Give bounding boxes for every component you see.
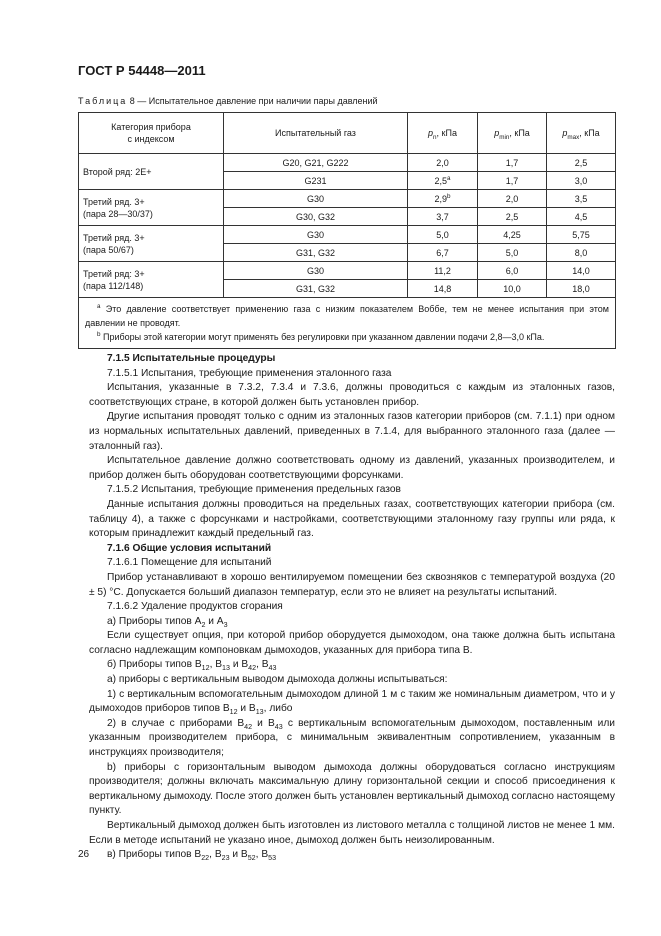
pmax-cell: 18,0 xyxy=(547,280,616,298)
pmin-cell: 1,7 xyxy=(478,172,547,190)
pmax-cell: 14,0 xyxy=(547,262,616,280)
subsection-heading: 7.1.6.2 Удаление продуктов сгорания xyxy=(107,601,283,613)
section-heading: 7.1.6 Общие условия испытаний xyxy=(107,542,272,554)
category-cell: Третий ряд. 3+ (пара 28—30/37) xyxy=(79,190,224,226)
pmin-cell: 1,7 xyxy=(478,154,547,172)
list-item-label: б) Приборы типов $В_{12}$, $В_{13}$ и $В_{42}$, $В_{43}$ xyxy=(107,659,277,673)
pn-cell: 5,0 xyxy=(408,226,478,244)
gas-cell: G30 xyxy=(224,226,408,244)
pn-cell: 2,0 xyxy=(408,154,478,172)
category-cell: Третий ряд. 3+ (пара 50/67) xyxy=(79,226,224,262)
header-category: Категория прибора с индексом xyxy=(79,113,224,154)
header-pmax: $p_{max}$, кПа xyxy=(547,113,616,154)
document-header: ГОСТ Р 54448—2011 xyxy=(78,63,206,78)
pmax-cell: 3,5 xyxy=(547,190,616,208)
paragraph: Данные испытания должны проводиться на предельных газах, соответствующих категории прибора (см. таблицу 4), а также с форсунками и настройками, соответствующими эталонному газу группы или ряда, к которым принадлежит каждый предельный газ. xyxy=(89,498,615,540)
paragraph: Испытательное давление должно соответствовать одному из давлений, указанных производителем, и прибор должен быть оборудован соответствующими форсунками. xyxy=(89,455,615,481)
table-note-a: $^а$ Это давление соответствует применению газа с низким показателем Воббе, тем не менее испытания при этом давлении не проводят. xyxy=(85,303,609,328)
gas-cell: G31, G32 xyxy=(224,280,408,298)
subsection-heading: 7.1.6.1 Помещение для испытаний xyxy=(107,557,272,569)
table-notes xyxy=(79,298,616,349)
paragraph: Если существует опция, при которой прибор оборудуется дымоходом, она также должна быть испытана согласно надлежащим компоновкам дымоходов, указанных для прибора типа В. xyxy=(89,630,615,656)
pn-cell: 14,8 xyxy=(408,280,478,298)
page-number: 26 xyxy=(78,849,90,860)
table-header-row xyxy=(79,113,616,154)
subsection-heading: 7.1.5.1 Испытания, требующие применения эталонного газа xyxy=(107,367,392,379)
gas-cell: G30 xyxy=(224,262,408,280)
gas-cell: G231 xyxy=(224,172,408,190)
table-caption-label: Таблица xyxy=(78,96,128,106)
category-cell: Второй ряд: 2Е+ xyxy=(79,154,224,190)
paragraph: b) приборы с горизонтальным выводом дымохода должны оборудоваться согласно инструкциям производителя; должны включать максимальную длину горизонтальной секции и способ присоединения к вертикальному дымоходу. После этого должен быть установлен вертикальный дымоход согласно настоящему пункту. xyxy=(89,761,615,817)
table-caption-text: 8 — Испытательное давление при наличии пары давлений xyxy=(127,96,378,106)
pn-cell: 3,7 xyxy=(408,208,478,226)
table-row xyxy=(79,190,616,208)
pn-cell: $2,5^а$ xyxy=(408,172,478,190)
pmax-cell: 4,5 xyxy=(547,208,616,226)
subsection-heading: 7.1.5.2 Испытания, требующие применения предельных газов xyxy=(107,484,401,496)
category-cell: Третий ряд: 3+ (пара 112/148) xyxy=(79,262,224,298)
header-pmin: $p_{min}$, кПа xyxy=(478,113,547,154)
paragraph: 1) с вертикальным вспомогательным дымоходом длиной 1 м с таким же номинальным диаметром, что и у дымоходов приборов типов $В_{12}$ и $В_{13}$, либо xyxy=(89,688,615,717)
table-note-b: $^b$ Приборы этой категории могут применять без регулировки при указанном давлении подачи 2,8—3,0 кПа. xyxy=(97,331,545,342)
pn-cell: 6,7 xyxy=(408,244,478,262)
pmin-cell: 6,0 xyxy=(478,262,547,280)
paragraph: Вертикальный дымоход должен быть изготовлен из листового металла с толщиной листов не менее 1 мм. Если в методе испытаний не указано иное, дымоход должен быть неизолированным. xyxy=(89,820,615,846)
table-row xyxy=(79,154,616,172)
table-notes-row xyxy=(79,298,616,349)
pn-cell: 2,9$^b$ xyxy=(408,190,478,208)
list-item-label: а) Приборы типов $А_2$ и $А_3$ xyxy=(107,615,228,629)
pn-cell: 11,2 xyxy=(408,262,478,280)
header-gas: Испытательный газ xyxy=(224,113,408,154)
body-text xyxy=(89,352,615,863)
list-item-label: в) Приборы типов $В_{22}$, $В_{23}$ и $В_{52}$, $В_{53}$ xyxy=(107,849,277,863)
pmin-cell: 4,25 xyxy=(478,226,547,244)
paragraph: Другие испытания проводят только с одним из эталонных газов категории приборов (см. 7.1.1) при одном из нормальных испытательных давлений, приведенных в 7.1.4, для выбранного эталонного газа (далее — эталонный газ). xyxy=(89,411,615,452)
gas-cell: G20, G21, G222 xyxy=(224,154,408,172)
pmax-cell: 8,0 xyxy=(547,244,616,262)
header-pn: $p_n$, кПа xyxy=(408,113,478,154)
pmin-cell: 2,5 xyxy=(478,208,547,226)
section-heading: 7.1.5 Испытательные процедуры xyxy=(107,353,276,364)
pmax-cell: 2,5 xyxy=(547,154,616,172)
table-row xyxy=(79,226,616,244)
table-caption xyxy=(78,96,378,106)
gas-cell: G30, G32 xyxy=(224,208,408,226)
pmin-cell: 10,0 xyxy=(478,280,547,298)
table-row xyxy=(79,262,616,280)
paragraph: Прибор устанавливают в хорошо вентилируемом помещении без сквозняков с температурой воздуха (20 ± 5) °С. Допускается больший диапазон температур, если это не влияет на результаты испытаний. xyxy=(89,571,615,598)
pmin-cell: 2,0 xyxy=(478,190,547,208)
paragraph: Испытания, указанные в 7.3.2, 7.3.4 и 7.3.6, должны проводиться с каждым из эталонных газов, соответствующих стране, в которой должен быть установлен прибор. xyxy=(89,382,615,408)
pmin-cell: 5,0 xyxy=(478,244,547,262)
pmax-cell: 3,0 xyxy=(547,172,616,190)
paragraph: а) приборы с вертикальным выводом дымохода должны испытываться: xyxy=(107,674,448,686)
gas-cell: G31, G32 xyxy=(224,244,408,262)
paragraph: 2) в случае с приборами $В_{42}$ и $В_{43}$ с вертикальным вспомогательным дымоходом, поставленным или указанным производителем прибора, с минимальным эквивалентным сопротивлением, указанным в инструкциях производителя; xyxy=(89,717,615,759)
pressure-table xyxy=(78,112,616,349)
pmax-cell: 5,75 xyxy=(547,226,616,244)
gas-cell: G30 xyxy=(224,190,408,208)
